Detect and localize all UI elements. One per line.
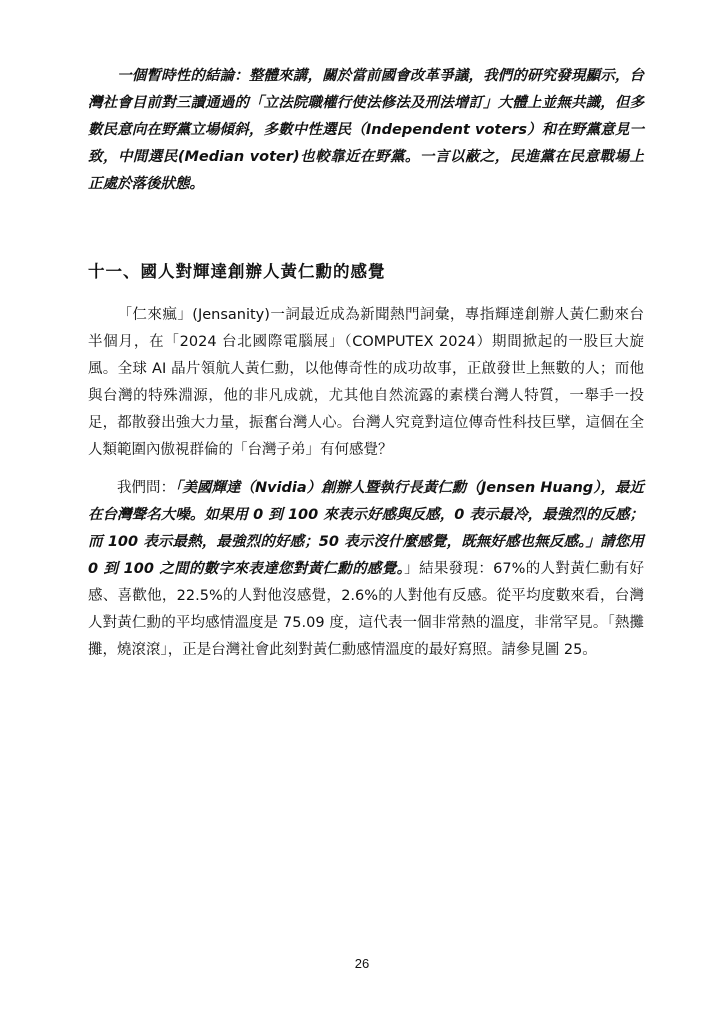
conclusion-text: 一個暫時性的結論：整體來講，關於當前國會改革爭議，我們的研究發現顯示，台灣社會目前對三讀通過的「立法院職權行使法修法及刑法增訂」大體上並無共識，但多數民意向在野黨立場傾斜，多數中性選民（Independent voters）和在野黨意見一致，中間選民(Median voter)也較靠近在野黨。一言以蔽之，民進黨在民意戰場上正處於落後狀態。: [88, 68, 644, 192]
survey-question-paragraph: [88, 475, 644, 664]
jensanity-paragraph: [88, 302, 644, 464]
section-heading: 十一、國人對輝達創辦人黃仁勳的感覺: [88, 262, 386, 281]
survey-findings-text: 」結果發現：67%的人對黃仁勳有好感、喜歡他，22.5%的人對他沒感覺，2.6%的人對他有反感。從平均度數來看，台灣人對黃仁勳的平均感情溫度是 75.09 度，這代表一個非常熱的溫度，非常罕見。「熱攤攤，燒滾滾」，正是台灣社會此刻對黃仁勳感情溫度的最好寫照。請參見圖 25。: [88, 561, 645, 658]
conclusion-paragraph: [88, 63, 644, 198]
jensanity-text: 「仁來瘋」(Jensanity)一詞最近成為新聞熱門詞彙，專指輝達創辦人黃仁勳來台半個月，在「2024 台北國際電腦展」（COMPUTEX 2024）期間掀起的一股巨大旋風。全球 AI 晶片領航人黃仁勳，以他傳奇性的成功故事，正啟發世上無數的人；而他與台灣的特殊淵源，他的非凡成就，尤其他自然流露的素樸台灣人特質，一舉手一投足，都散發出強大力量，振奮台灣人心。台灣人究竟對這位傳奇性科技巨擘，這個在全人類範圍內傲視群倫的「台灣子弟」有何感覺？: [88, 307, 644, 458]
survey-question-text: 「美國輝達（Nvidia）創辦人暨執行長黃仁勳（Jensen Huang），最近在台灣聲名大噪。如果用 0 到 100 來表示好感與反感，0 表示最冷，最強烈的反感；而 100 表示最熱，最強烈的好感；50 表示沒什麼感覺，既無好感也無反感。」請您用 0 到 100 之間的數字來表達您對黃仁勳的感覺。: [88, 480, 645, 577]
question-intro: 我們問：: [117, 480, 176, 496]
page-number: 26: [354, 956, 370, 971]
